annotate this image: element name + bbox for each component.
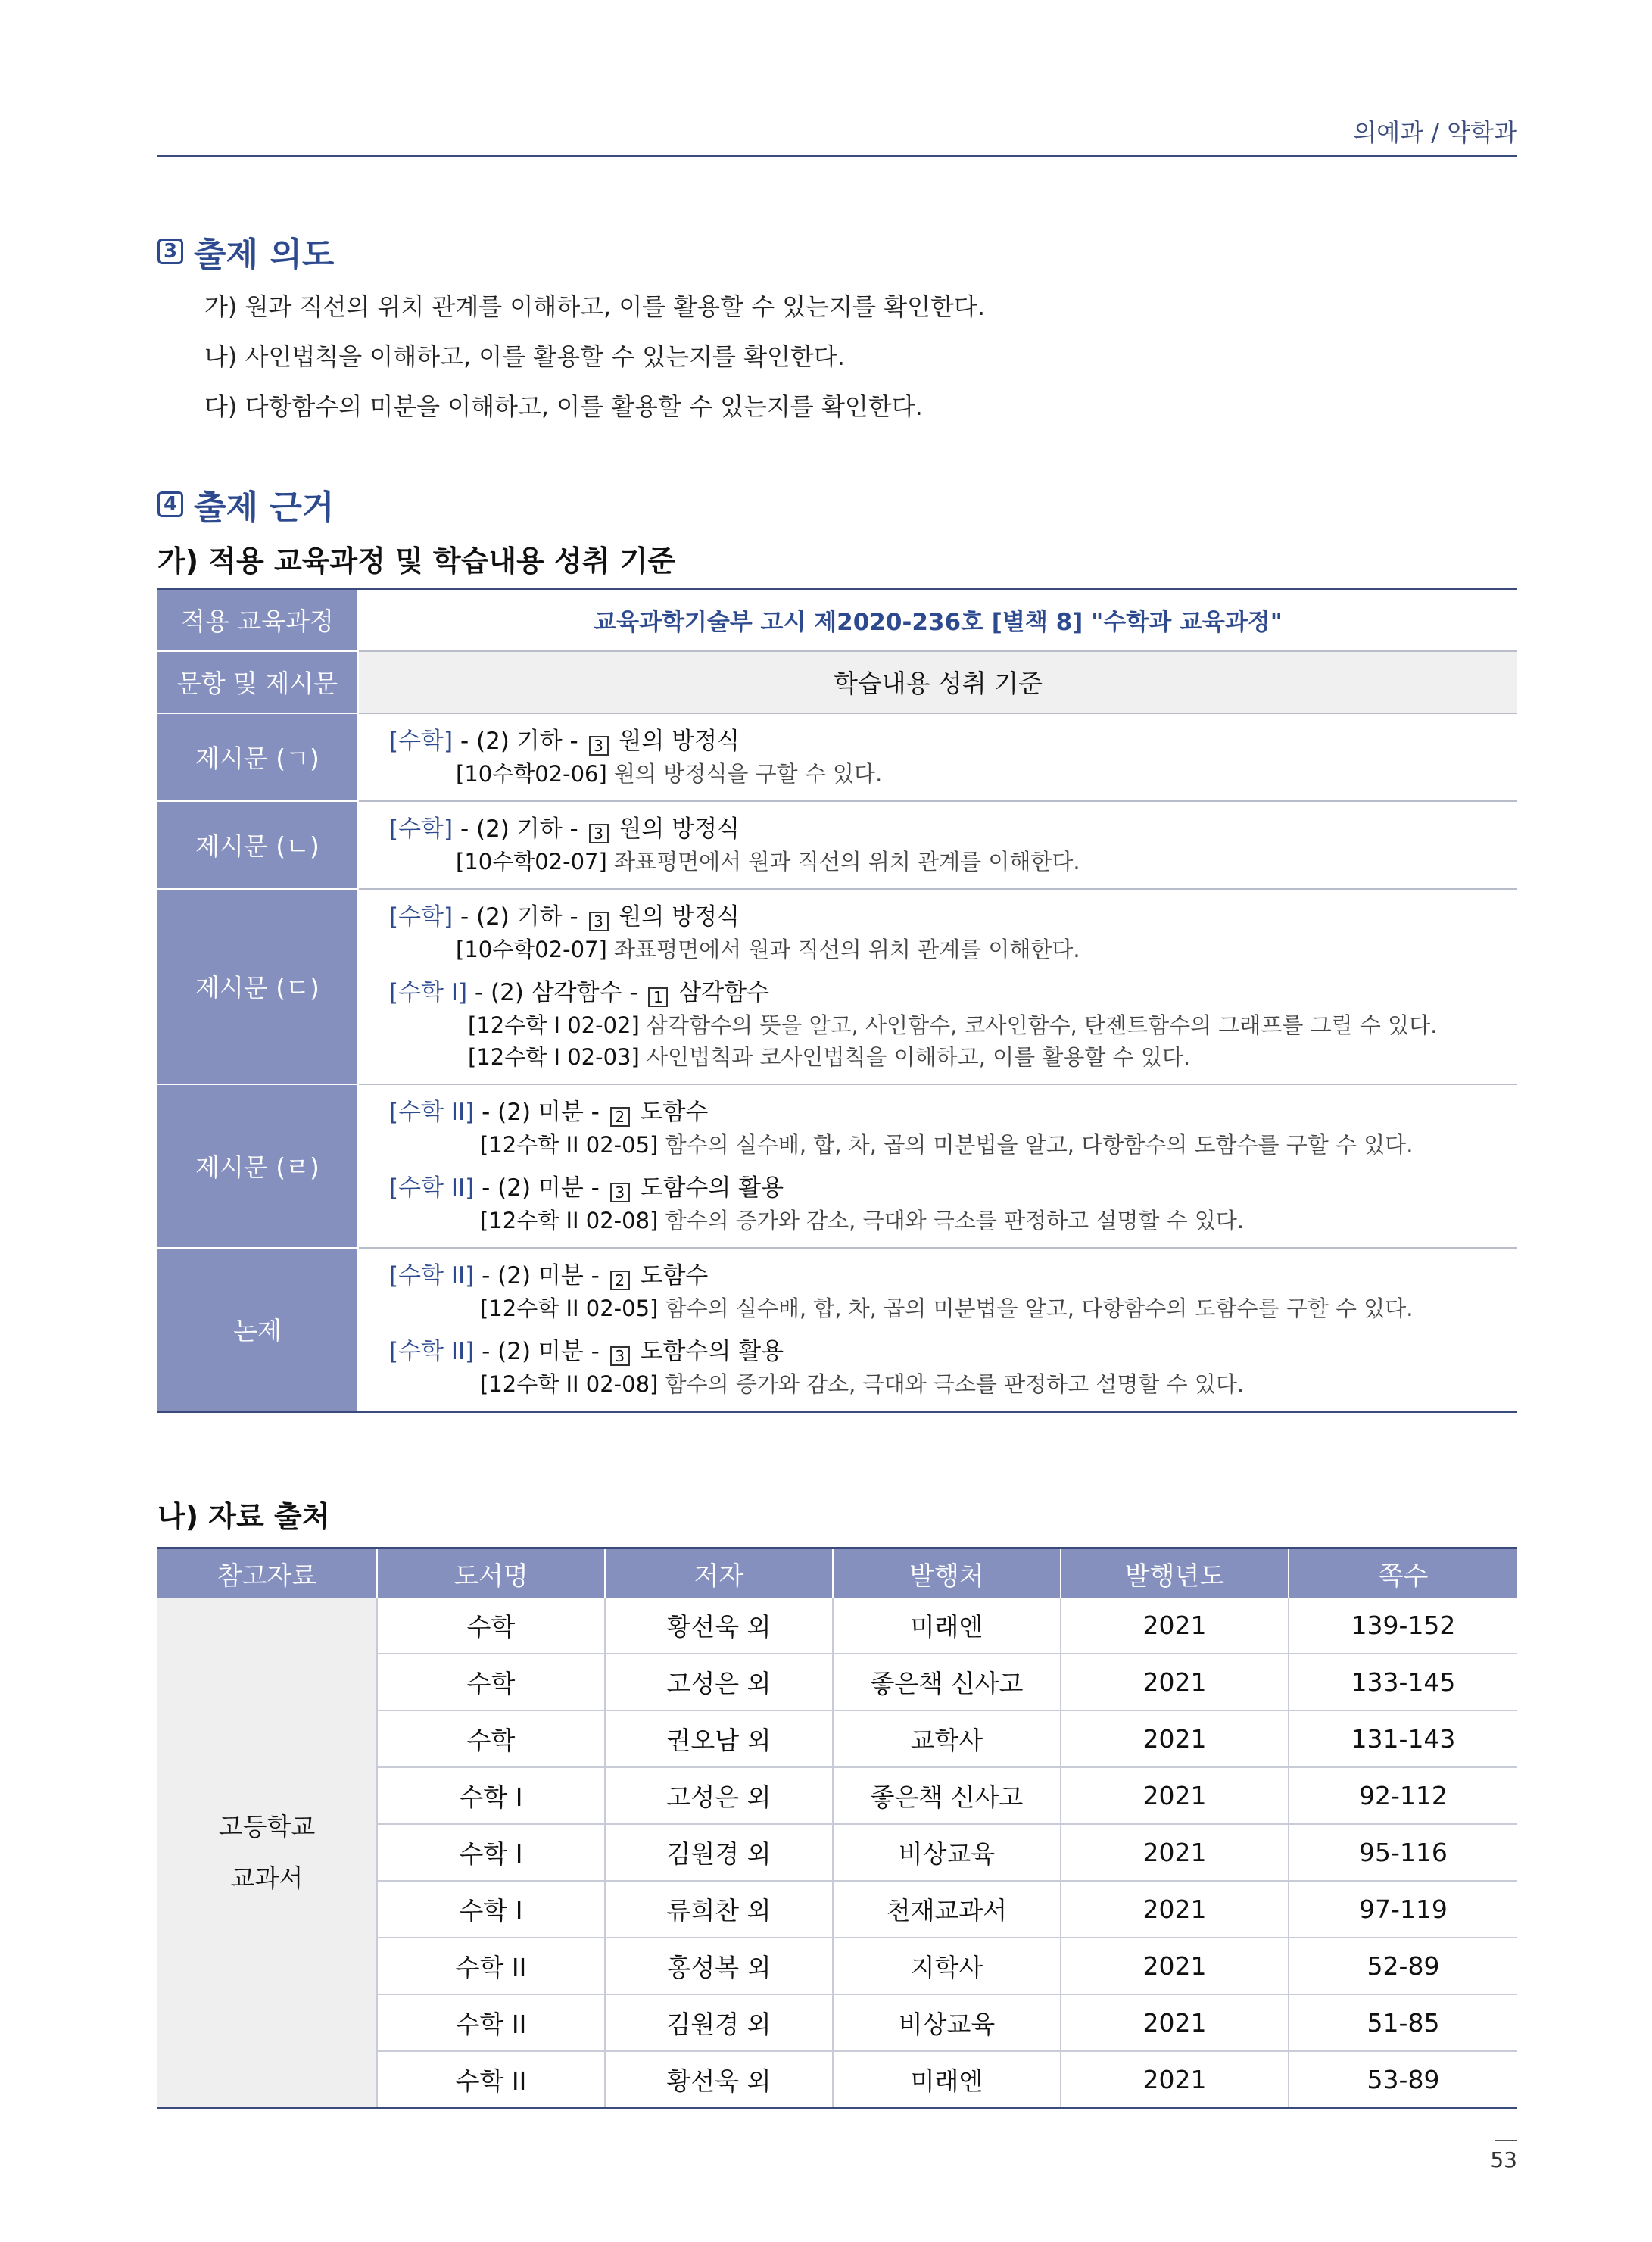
unit-path xyxy=(389,1335,1517,1368)
subject-tag: [수학] xyxy=(389,727,454,755)
category-line: 교과서 xyxy=(230,1863,304,1893)
unit-name: 원의 방정식 xyxy=(611,727,740,755)
unit-path xyxy=(389,900,1517,934)
table-cell: 황선욱 외 xyxy=(605,2051,833,2109)
unit-path xyxy=(389,1259,1517,1293)
table-cell: 2021 xyxy=(1061,1710,1289,1767)
passage-label: 제시문 (ㄱ) xyxy=(157,713,358,801)
unit-number-box: 3 xyxy=(610,1183,630,1202)
table-cell: 권오남 외 xyxy=(605,1710,833,1767)
page-number: 53 xyxy=(1490,2147,1517,2172)
standards-row xyxy=(157,1084,1517,1248)
subject-tag: [수학] xyxy=(389,815,454,843)
group-gap xyxy=(389,1161,1517,1171)
passage-label: 논제 xyxy=(157,1248,358,1412)
standard-code: [12수학 I 02-03] xyxy=(468,1043,640,1070)
table-cell: 2021 xyxy=(1061,1938,1289,1994)
page-number-rule xyxy=(1495,2140,1517,2141)
path-prefix: - (2) 미분 - xyxy=(474,1261,607,1289)
section-4-heading: 출제 근거 xyxy=(194,488,335,527)
table-cell: 수학 xyxy=(377,1710,605,1767)
table-cell: 고성은 외 xyxy=(605,1654,833,1710)
standard-text: 삼각함수의 뜻을 알고, 사인함수, 코사인함수, 탄젠트함수의 그래프를 그릴 수 있다. xyxy=(639,1012,1438,1038)
curriculum-label: 적용 교육과정 xyxy=(157,589,358,651)
unit-path xyxy=(389,976,1517,1009)
unit-path xyxy=(389,725,1517,758)
standard-text: 좌표평면에서 원과 직선의 위치 관계를 이해한다. xyxy=(606,936,1080,962)
achievement-standard xyxy=(389,1129,1517,1161)
unit-number-box: 2 xyxy=(610,1107,630,1127)
standards-row xyxy=(157,801,1517,889)
standards-row xyxy=(157,1248,1517,1412)
header-label: 의예과 / 약학과 xyxy=(1353,118,1517,147)
standards-row xyxy=(157,713,1517,801)
reference-category xyxy=(157,1598,377,2109)
table-cell: 131-143 xyxy=(1289,1710,1517,1767)
table-cell: 교학사 xyxy=(833,1710,1061,1767)
group-gap xyxy=(389,965,1517,976)
item-label: 문항 및 제시문 xyxy=(157,651,358,713)
standards-content xyxy=(358,889,1517,1084)
table-cell: 미래엔 xyxy=(833,1598,1061,1654)
category-line: 고등학교 xyxy=(218,1811,316,1841)
achievement-standard xyxy=(389,1368,1517,1400)
passage-label: 제시문 (ㄴ) xyxy=(157,801,358,889)
standards-content xyxy=(358,1248,1517,1412)
table-cell: 비상교육 xyxy=(833,1994,1061,2051)
subject-tag: [수학 II] xyxy=(389,1174,475,1202)
section-3-number: 3 xyxy=(157,239,183,264)
table-cell: 황선욱 외 xyxy=(605,1598,833,1654)
column-header: 발행처 xyxy=(833,1548,1061,1598)
achievement-standard xyxy=(389,846,1517,878)
table-row xyxy=(157,1598,1517,1654)
table-cell: 김원경 외 xyxy=(605,1994,833,2051)
standard-text: 함수의 실수배, 합, 차, 곱의 미분법을 알고, 다항함수의 도함수를 구할 수 있다. xyxy=(658,1131,1414,1158)
subject-tag: [수학 I] xyxy=(389,978,468,1006)
unit-name: 삼각함수 xyxy=(671,978,770,1006)
standard-code: [12수학 II 02-05] xyxy=(480,1131,659,1158)
unit-number-box: 3 xyxy=(589,736,609,756)
achievement-standard xyxy=(389,1041,1517,1073)
table-cell: 수학 II xyxy=(377,1994,605,2051)
achievement-standard xyxy=(389,1009,1517,1041)
table-cell: 2021 xyxy=(1061,1881,1289,1938)
table-cell: 51-85 xyxy=(1289,1994,1517,2051)
table-cell: 미래엔 xyxy=(833,2051,1061,2109)
section-4-number: 4 xyxy=(157,491,183,517)
table-cell: 수학 xyxy=(377,1654,605,1710)
column-header: 발행년도 xyxy=(1061,1548,1289,1598)
unit-number-box: 3 xyxy=(589,912,609,931)
header-divider xyxy=(157,155,1517,157)
section-4-title xyxy=(157,480,334,529)
column-header: 도서명 xyxy=(377,1548,605,1598)
achievement-standard xyxy=(389,758,1517,790)
group-gap xyxy=(389,1324,1517,1335)
table-cell: 2021 xyxy=(1061,1598,1289,1654)
unit-name: 도함수 xyxy=(632,1098,709,1126)
table-cell: 2021 xyxy=(1061,1654,1289,1710)
standard-text: 사인법칙과 코사인법칙을 이해하고, 이를 활용할 수 있다. xyxy=(639,1043,1191,1070)
table-cell: 2021 xyxy=(1061,1824,1289,1881)
table-cell: 2021 xyxy=(1061,1767,1289,1824)
standard-code: [10수학02-07] xyxy=(456,936,607,962)
unit-number-box: 2 xyxy=(610,1271,630,1290)
standard-code: [12수학 II 02-08] xyxy=(480,1370,659,1397)
path-prefix: - (2) 미분 - xyxy=(474,1174,607,1202)
unit-name: 도함수의 활용 xyxy=(632,1337,784,1365)
column-header: 참고자료 xyxy=(157,1548,377,1598)
unit-name: 원의 방정식 xyxy=(611,903,740,931)
standard-code: [12수학 II 02-08] xyxy=(480,1207,659,1233)
subject-tag: [수학 II] xyxy=(389,1261,475,1289)
curriculum-value: 교육과학기술부 고시 제2020-236호 [별책 8] "수학과 교육과정" xyxy=(358,589,1517,651)
passage-label: 제시문 (ㄹ) xyxy=(157,1084,358,1248)
path-prefix: - (2) 삼각함수 - xyxy=(467,978,646,1006)
column-header: 저자 xyxy=(605,1548,833,1598)
table-cell: 수학 I xyxy=(377,1824,605,1881)
table-cell: 수학 I xyxy=(377,1767,605,1824)
standard-text: 좌표평면에서 원과 직선의 위치 관계를 이해한다. xyxy=(606,848,1080,875)
table-cell: 95-116 xyxy=(1289,1824,1517,1881)
standard-code: [10수학02-07] xyxy=(456,848,607,875)
subsection-b-title: 나) 자료 출처 xyxy=(157,1500,330,1533)
table-cell: 수학 II xyxy=(377,1938,605,1994)
achievement-standard xyxy=(389,1205,1517,1236)
table-cell: 천재교과서 xyxy=(833,1881,1061,1938)
path-prefix: - (2) 기하 - xyxy=(453,815,586,843)
unit-path xyxy=(389,1096,1517,1129)
table-cell: 133-145 xyxy=(1289,1654,1517,1710)
standard-text: 원의 방정식을 구할 수 있다. xyxy=(606,760,883,787)
unit-number-box: 3 xyxy=(610,1346,630,1366)
unit-path xyxy=(389,1171,1517,1205)
intent-item: 가) 원과 직선의 위치 관계를 이해하고, 이를 활용할 수 있는지를 확인한다. xyxy=(204,292,985,321)
achievement-standard xyxy=(389,934,1517,965)
table-cell: 홍성복 외 xyxy=(605,1938,833,1994)
standards-row xyxy=(157,889,1517,1084)
table-cell: 139-152 xyxy=(1289,1598,1517,1654)
intent-item: 나) 사인법칙을 이해하고, 이를 활용할 수 있는지를 확인한다. xyxy=(204,342,845,371)
intent-item: 다) 다항함수의 미분을 이해하고, 이를 활용할 수 있는지를 확인한다. xyxy=(204,392,923,421)
path-prefix: - (2) 미분 - xyxy=(474,1337,607,1365)
table-cell: 류희찬 외 xyxy=(605,1881,833,1938)
path-prefix: - (2) 기하 - xyxy=(453,903,586,931)
standard-code: [12수학 I 02-02] xyxy=(468,1012,640,1038)
standard-text: 함수의 증가와 감소, 극대와 극소를 판정하고 설명할 수 있다. xyxy=(658,1370,1245,1397)
table-cell: 52-89 xyxy=(1289,1938,1517,1994)
table-cell: 수학 I xyxy=(377,1881,605,1938)
section-3-heading: 출제 의도 xyxy=(194,235,335,274)
unit-number-box: 1 xyxy=(648,987,668,1007)
standards-table xyxy=(157,588,1517,1413)
table-cell: 좋은책 신사고 xyxy=(833,1654,1061,1710)
unit-name: 도함수 xyxy=(632,1261,709,1289)
unit-name: 도함수의 활용 xyxy=(632,1174,784,1202)
table-cell: 고성은 외 xyxy=(605,1767,833,1824)
passage-label: 제시문 (ㄷ) xyxy=(157,889,358,1084)
table-cell: 비상교육 xyxy=(833,1824,1061,1881)
subsection-a-title: 가) 적용 교육과정 및 학습내용 성취 기준 xyxy=(157,544,676,578)
unit-number-box: 3 xyxy=(589,824,609,843)
table-cell: 수학 II xyxy=(377,2051,605,2109)
column-header: 쪽수 xyxy=(1289,1548,1517,1598)
table-cell: 2021 xyxy=(1061,1994,1289,2051)
subject-tag: [수학] xyxy=(389,903,454,931)
table-cell: 좋은책 신사고 xyxy=(833,1767,1061,1824)
table-cell: 97-119 xyxy=(1289,1881,1517,1938)
path-prefix: - (2) 기하 - xyxy=(453,727,586,755)
path-prefix: - (2) 미분 - xyxy=(474,1098,607,1126)
section-3-title xyxy=(157,227,334,276)
table-cell: 김원경 외 xyxy=(605,1824,833,1881)
standards-content xyxy=(358,713,1517,801)
table-cell: 2021 xyxy=(1061,2051,1289,2109)
table-cell: 92-112 xyxy=(1289,1767,1517,1824)
sources-table xyxy=(157,1547,1517,2109)
subject-tag: [수학 II] xyxy=(389,1337,475,1365)
unit-path xyxy=(389,812,1517,846)
standard-text: 함수의 실수배, 합, 차, 곱의 미분법을 알고, 다항함수의 도함수를 구할 수 있다. xyxy=(658,1295,1414,1321)
standards-content xyxy=(358,1084,1517,1248)
achievement-label: 학습내용 성취 기준 xyxy=(358,651,1517,713)
table-cell: 지학사 xyxy=(833,1938,1061,1994)
unit-name: 원의 방정식 xyxy=(611,815,740,843)
table-cell: 53-89 xyxy=(1289,2051,1517,2109)
table-cell: 수학 xyxy=(377,1598,605,1654)
achievement-standard xyxy=(389,1293,1517,1324)
standard-code: [10수학02-06] xyxy=(456,760,607,787)
standard-text: 함수의 증가와 감소, 극대와 극소를 판정하고 설명할 수 있다. xyxy=(658,1207,1245,1233)
standard-code: [12수학 II 02-05] xyxy=(480,1295,659,1321)
subject-tag: [수학 II] xyxy=(389,1098,475,1126)
standards-content xyxy=(358,801,1517,889)
